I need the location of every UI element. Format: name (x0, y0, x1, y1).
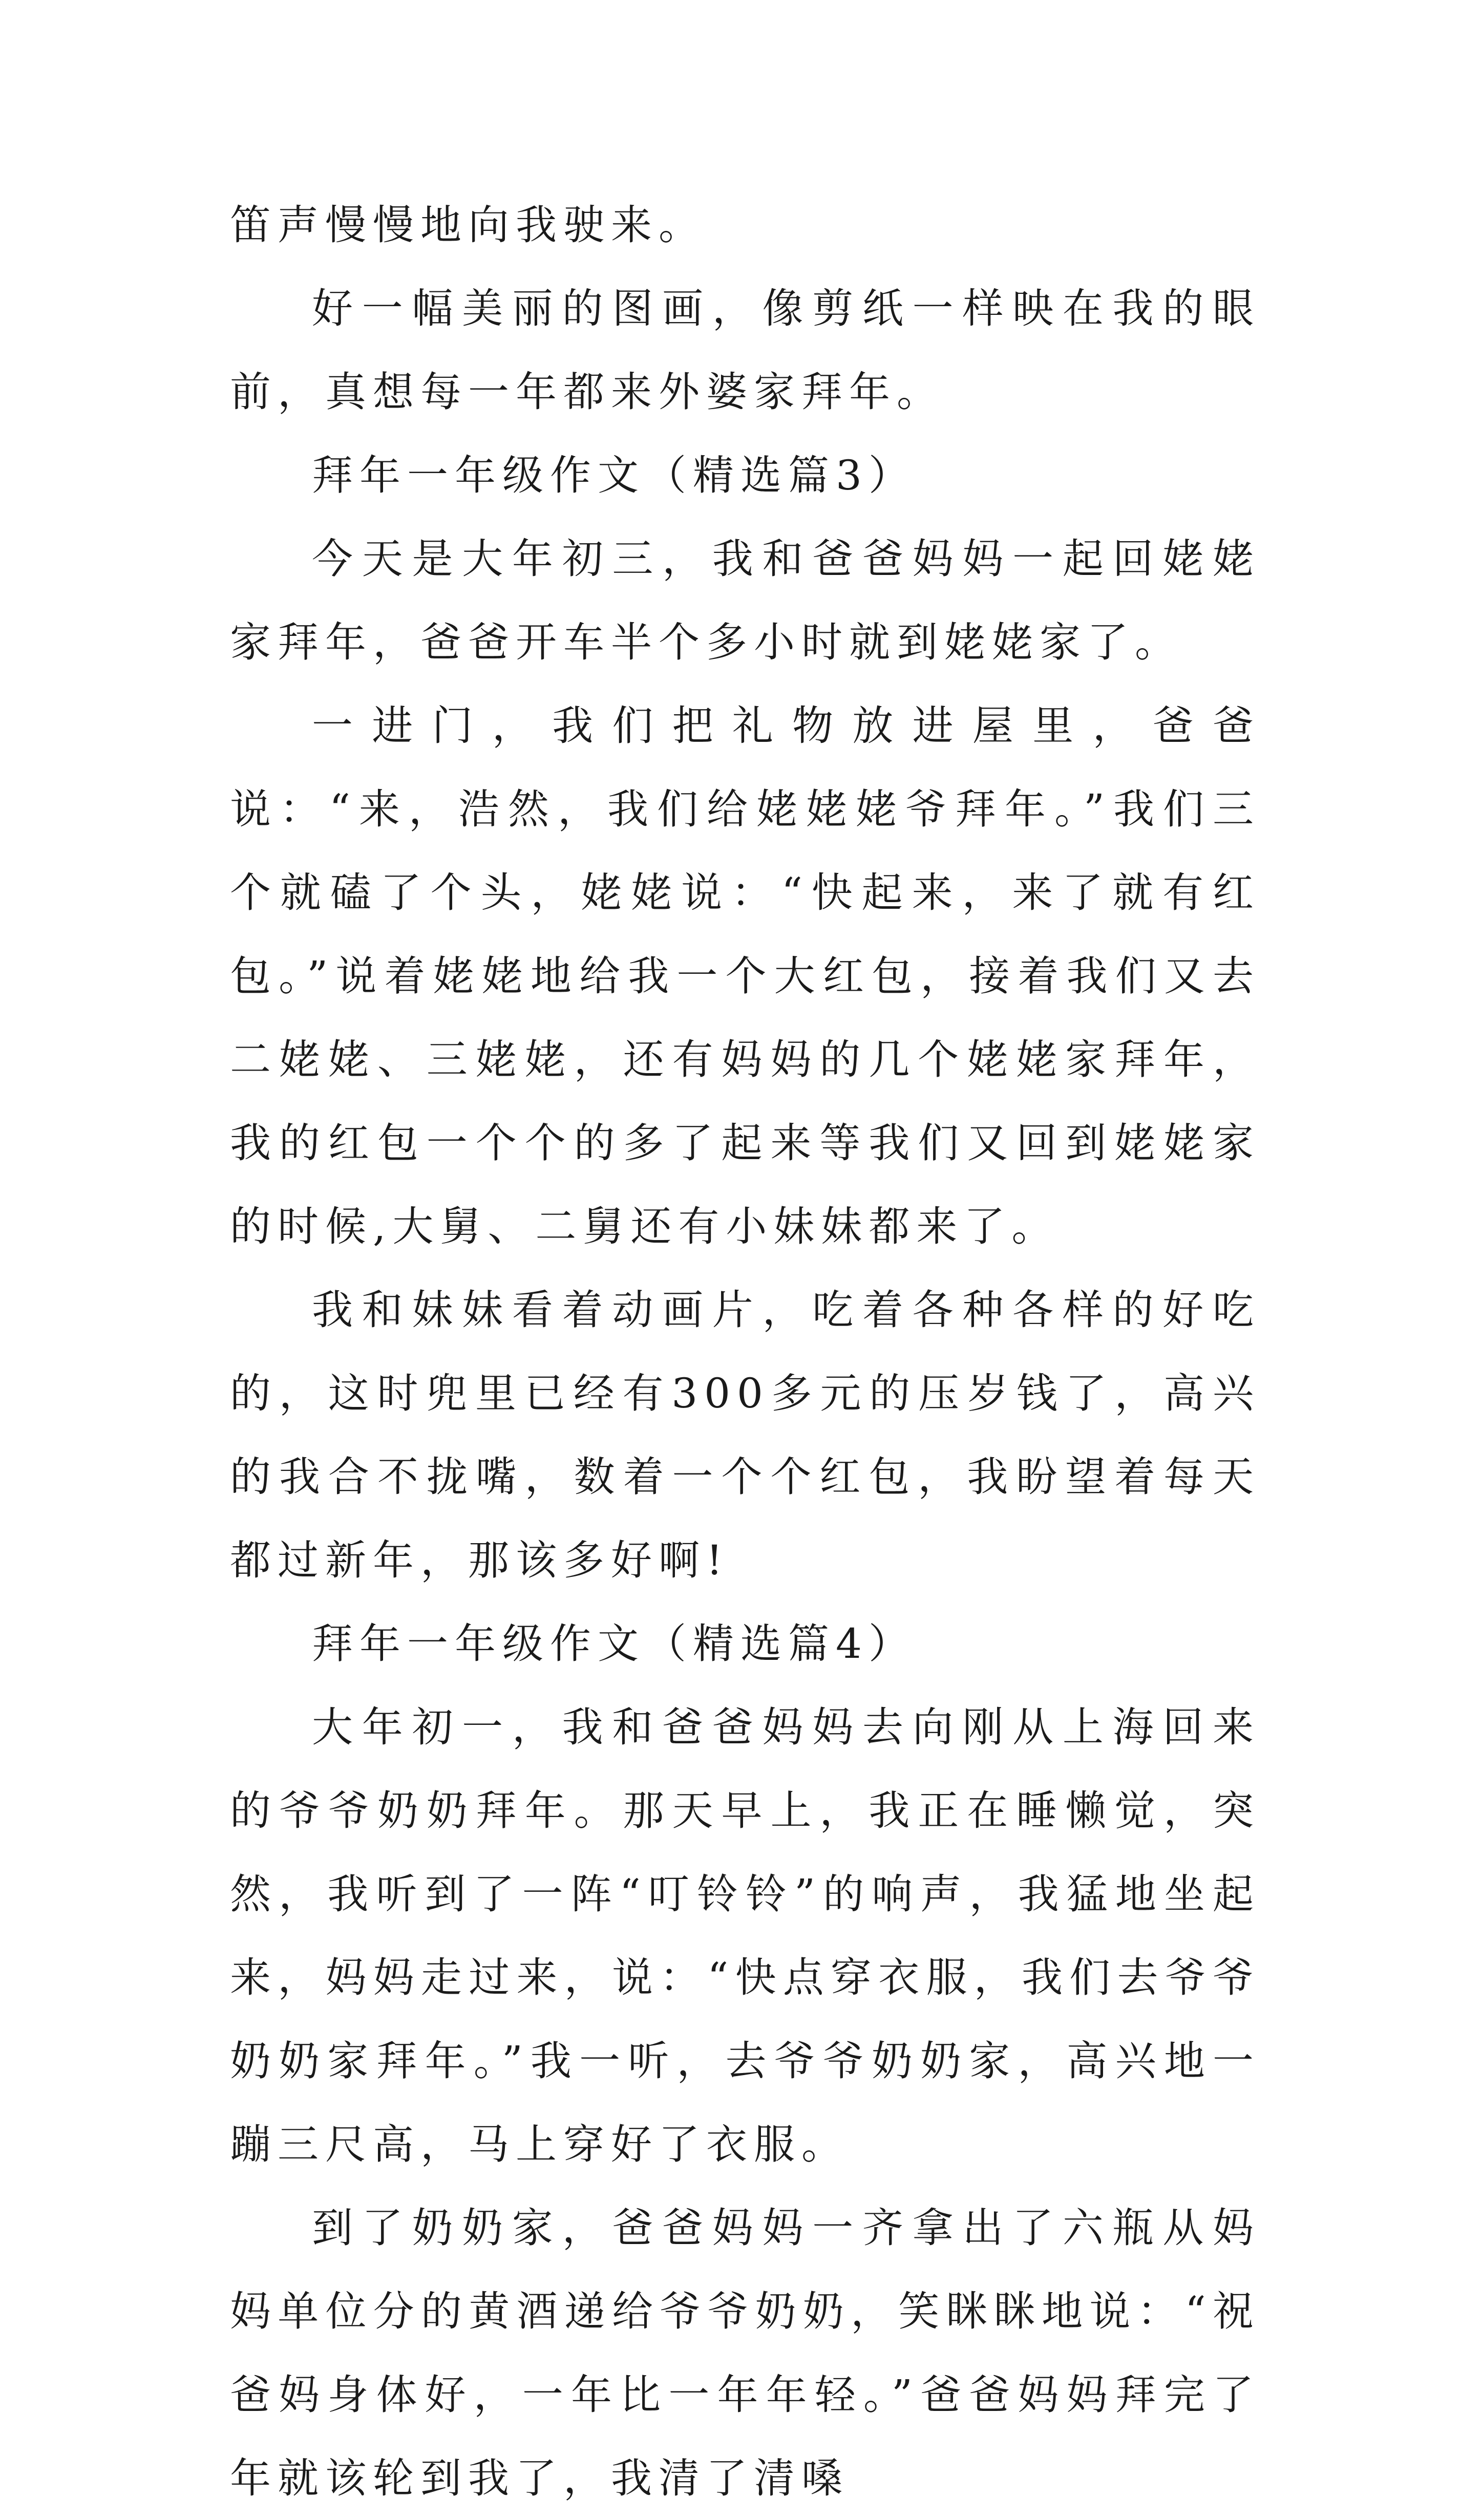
paragraph: 我和妹妹看着动画片，吃着各种各样的好吃的，这时兜里已经有300多元的压岁钱了，高兴的我合不拢嘴，数着一个个红包，我盼望着每天都过新年，那该多好啊! (230, 1286, 1260, 1584)
paragraph: 今天是大年初三，我和爸爸妈妈一起回姥姥家拜年，爸爸开车半个多小时就到姥姥家了。 (230, 535, 1260, 666)
paragraph-continued: 笛声慢慢地向我驶来。 (230, 201, 706, 249)
paragraph: 好一幅美丽的图画，像剪纸一样映在我的眼前，真想每一年都来外婆家拜年。 (230, 285, 1260, 416)
section-heading: 拜年一年级作文（精选篇3） (312, 452, 916, 499)
document-body (230, 183, 1260, 2520)
paragraph: 到了奶奶家，爸爸妈妈一齐拿出了六瓶从妈妈单位分的黄酒递给爷爷奶奶，笑眯眯地说：“祝爸妈身体好，一年比一年年轻。”爸爸妈妈拜完了年就该轮到我了，我清了清嗓 (230, 2204, 1260, 2502)
paragraph: 一进门，我们把礼物放进屋里，爸爸说：“来，浩然，我们给姥姥姥爷拜年。”我们三个就磕了个头，姥姥说：“快起来，来了就有红包。”说着姥姥地给我一个大红包，接着我们又去二姥姥、三姥姥，还有妈妈的几个姥姥家拜年，我的红包一个个的多了起来等我们又回到姥姥家的时候,大舅、二舅还有小妹妹都来了。 (230, 702, 1260, 1250)
section-heading: 拜年一年级作文（精选篇4） (312, 1620, 916, 1668)
paragraph: 大年初一，我和爸爸妈妈去向刚从上海回来的爷爷奶奶拜年。那天早上，我正在睡懒觉，突然，我听到了一阵“叮铃铃”的响声，我猛地坐起来，妈妈走过来，说：“快点穿衣服，我们去爷爷奶奶家拜年。”我一听，去爷爷奶奶家，高兴地一蹦三尺高，马上穿好了衣服。 (230, 1703, 1260, 2168)
